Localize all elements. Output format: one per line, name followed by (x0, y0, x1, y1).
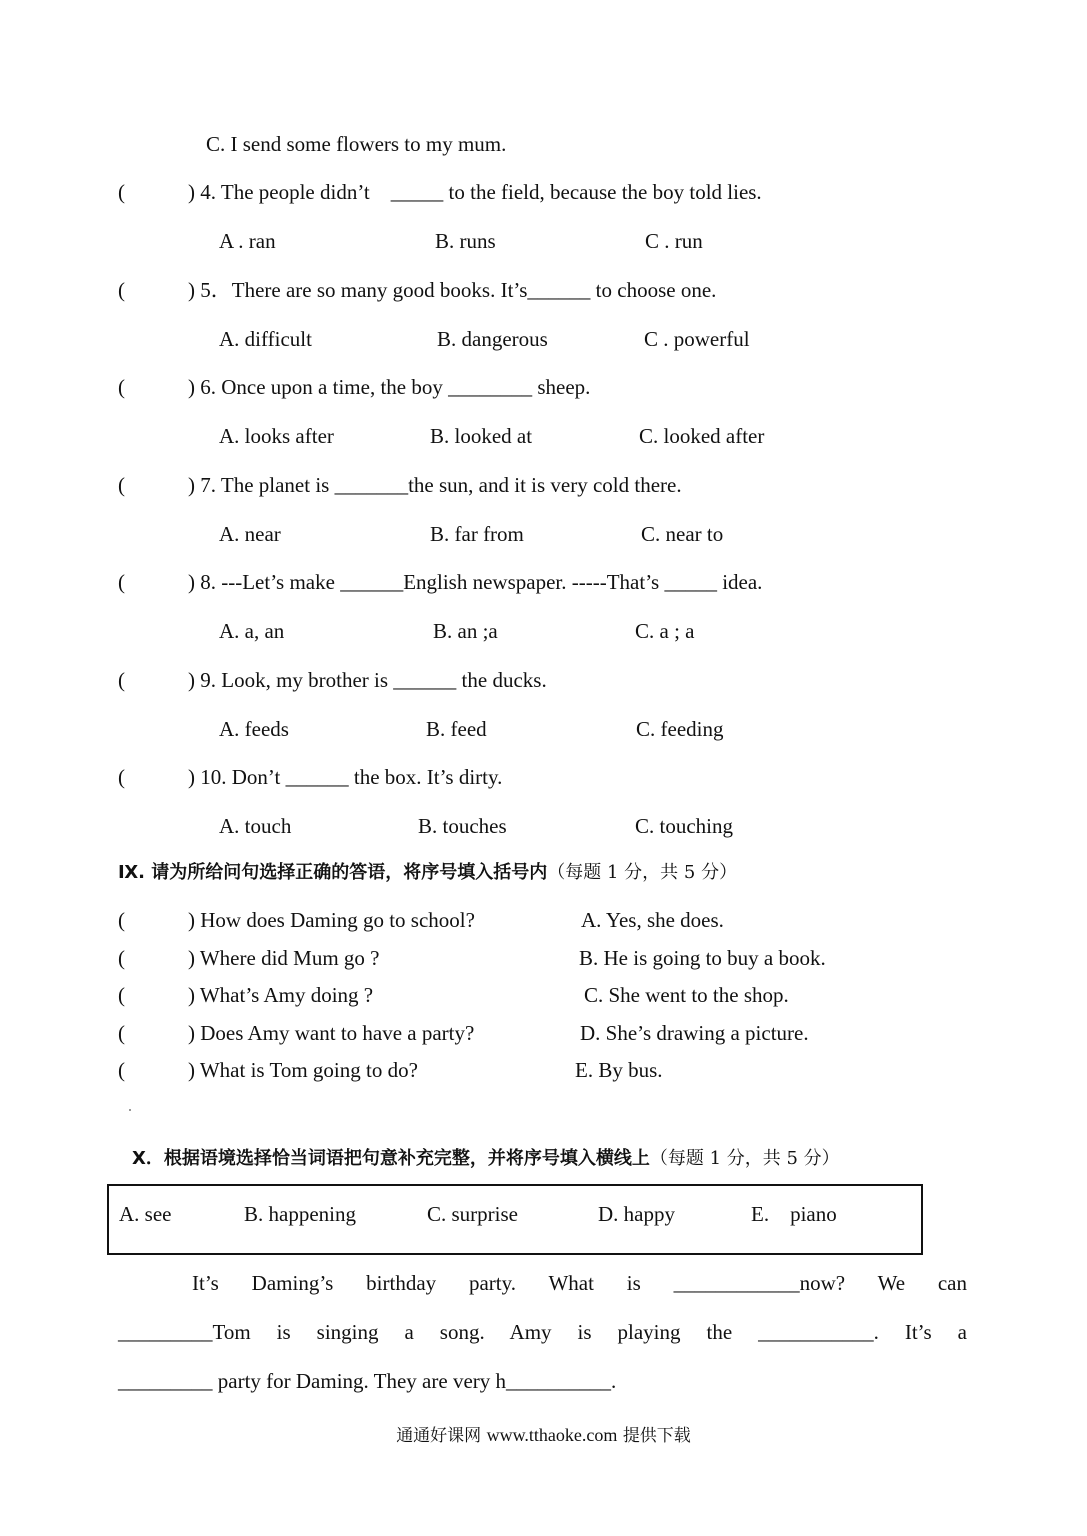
matching-question: ) What is Tom going to do? (188, 1058, 418, 1082)
answer-paren: ( (118, 375, 125, 399)
option-c: C. a ; a (635, 619, 695, 643)
answer-paren: ( (118, 570, 125, 594)
footer-suffix: 提供下载 (622, 1426, 691, 1446)
option-c: C. near to (641, 522, 724, 546)
option-b: B. looked at (430, 424, 533, 448)
option-c: C. feeding (636, 717, 724, 741)
question-stem: ) 6. Once upon a time, the boy ________ sheep. (188, 375, 591, 399)
word-bank-option: D. happy (598, 1202, 675, 1226)
option-c: C. looked after (639, 424, 765, 448)
section-10-heading (132, 1150, 840, 1168)
option-c: C . run (645, 229, 703, 253)
answer-paren: ( (118, 668, 125, 692)
question-stem: ) 5．There are so many good books. It’s______ to choose one. (188, 278, 717, 302)
option-a: A. a, an (219, 619, 285, 643)
question-stem: ) 4. The people didn’t _____ to the field, because the boy told lies. (188, 180, 762, 204)
answer-paren: ( (118, 180, 125, 204)
passage-line: _________ party for Daming. They are very h__________. (118, 1369, 617, 1393)
stray-dot (129, 1109, 131, 1111)
section-10-title: X．根据语境选择恰当词语把句意补充完整，并将序号填入横线上 (132, 1148, 650, 1169)
word-bank-box (107, 1184, 923, 1255)
option-b: B. feed (426, 717, 487, 741)
answer-paren: ( (118, 1058, 125, 1082)
option-a: A. looks after (219, 424, 334, 448)
option-a: A. feeds (219, 717, 289, 741)
answer-paren: ( (118, 473, 125, 497)
question-3-option-c: C. I send some flowers to my mum. (206, 132, 507, 156)
matching-question: ) Where did Mum go ? (188, 946, 380, 970)
option-b: B. dangerous (437, 327, 548, 351)
matching-answer: B. He is going to buy a book. (579, 946, 826, 970)
word-bank-option: E. piano (751, 1202, 837, 1226)
section-10-score-note: （每题 1 分，共 5 分） (649, 1148, 840, 1169)
word-bank-option: A. see (119, 1202, 172, 1226)
word-bank-option: B. happening (244, 1202, 356, 1226)
option-a: A . ran (219, 229, 276, 253)
matching-question: ) What’s Amy doing ? (188, 983, 374, 1007)
option-a: A. touch (219, 814, 292, 838)
word-bank-option: C. surprise (427, 1202, 518, 1226)
passage-line: It’s Daming’s birthday party. What is ____________now? We can (192, 1271, 967, 1295)
option-b: B. runs (435, 229, 496, 253)
footer-site-name: 通通好课网 (396, 1426, 482, 1446)
option-c: C . powerful (644, 327, 750, 351)
section-9-heading (118, 864, 737, 882)
matching-question: ) How does Daming go to school? (188, 908, 475, 932)
option-b: B. touches (418, 814, 507, 838)
answer-paren: ( (118, 278, 125, 302)
question-stem: ) 7. The planet is _______the sun, and it is very cold there. (188, 473, 682, 497)
question-stem: ) 8. ---Let’s make ______English newspaper. -----That’s _____ idea. (188, 570, 763, 594)
option-b: B. far from (430, 522, 524, 546)
question-stem: ) 10. Don’t ______ the box. It’s dirty. (188, 765, 503, 789)
footer-url[interactable]: www.tthaoke.com (486, 1425, 618, 1445)
matching-question: ) Does Amy want to have a party? (188, 1021, 475, 1045)
option-a: A. near (219, 522, 281, 546)
matching-answer: E. By bus. (575, 1058, 663, 1082)
answer-paren: ( (118, 983, 125, 1007)
option-c: C. touching (635, 814, 733, 838)
answer-paren: ( (118, 946, 125, 970)
passage-line: _________Tom is singing a song. Amy is playing the ___________. It’s a (118, 1320, 967, 1344)
section-9-title: Ⅸ. 请为所给问句选择正确的答语，将序号填入括号内 (118, 862, 548, 883)
answer-paren: ( (118, 1021, 125, 1045)
page-footer (0, 1426, 1087, 1445)
answer-paren: ( (118, 765, 125, 789)
question-stem: ) 9. Look, my brother is ______ the ducks. (188, 668, 547, 692)
matching-answer: D. She’s drawing a picture. (580, 1021, 809, 1045)
option-b: B. an ;a (433, 619, 498, 643)
section-9-score-note: （每题 1 分，共 5 分） (547, 862, 738, 883)
answer-paren: ( (118, 908, 125, 932)
matching-answer: A. Yes, she does. (581, 908, 724, 932)
matching-answer: C. She went to the shop. (584, 983, 789, 1007)
option-a: A. difficult (219, 327, 312, 351)
